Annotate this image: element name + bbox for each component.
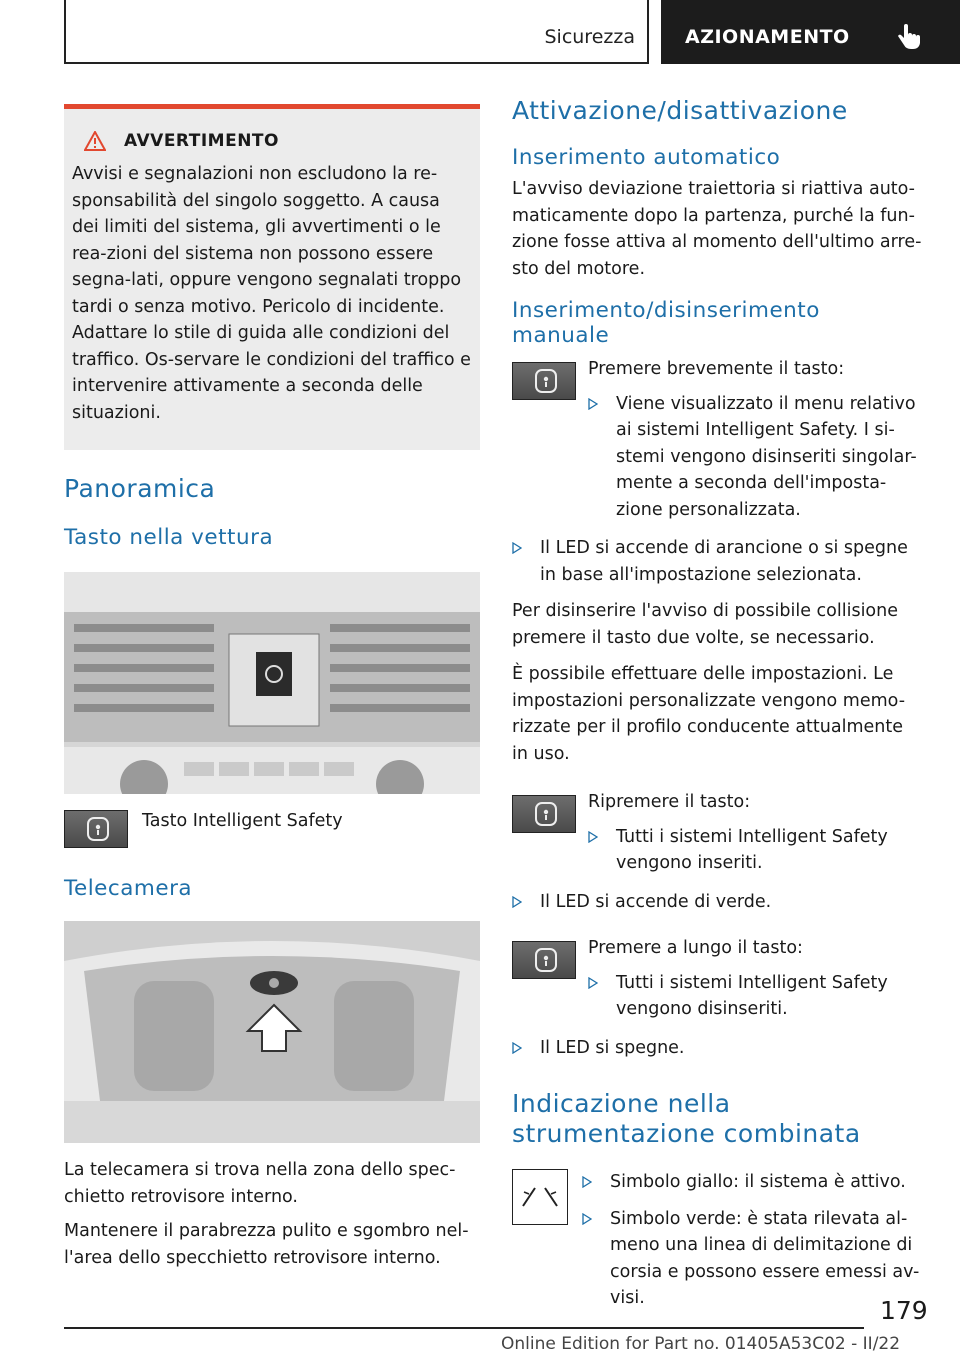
- list-item: [582, 1169, 924, 1196]
- list-item: [582, 1206, 924, 1312]
- warning-triangle-icon: [84, 131, 106, 151]
- press-again-row: [512, 789, 924, 877]
- press-long-bullet: Tutti i sistemi Intelligent Safety vengono disinseriti.: [616, 972, 888, 1019]
- camera-location-text: La telecamera si trova nella zona dello spec-chietto retrovisore interno.: [64, 1160, 456, 1207]
- heading-manual: Inserimento/disinserimento manuale: [512, 298, 820, 348]
- camera-clean-text: Mantenere il parabrezza pulito e sgombro nel-l'area dello specchietto retrovisore interno.: [64, 1221, 469, 1268]
- warning-title: AVVERTIMENTO: [124, 131, 279, 151]
- safety-button-icon: [512, 941, 576, 979]
- press-again-text: Ripremere il tasto:: [588, 792, 751, 812]
- safety-button-icon: [64, 810, 128, 848]
- warning-text: Avvisi e segnalazioni non escludono la re-sponsabilità del singolo soggetto. A causa dei limiti del sistema, gli avvertimenti o le rea-zioni del sistema non possono essere segna-lati, oppure vengono segnalati troppo tardi o senza motivo. Pericolo di incidente. Adattare lo stile di guida alle condizioni del traffico. Os-servare le condizioni del traffico e intervenire attivamente a seconda delle situazioni.: [72, 164, 471, 423]
- heading-auto: Inserimento automatico: [512, 145, 781, 170]
- symbol-green-bullet: Simbolo verde: è stata rilevata al-meno una linea di delimitazione di corsia e possono essere emessi av-visi.: [610, 1208, 920, 1308]
- led-off-bullet: Il LED si spegne.: [540, 1037, 685, 1058]
- warning-box: [64, 104, 480, 450]
- heading-overview: Panoramica: [64, 474, 216, 503]
- led-green-bullet: Il LED si accende di verde.: [540, 891, 772, 912]
- bullet-triangle-icon: [512, 896, 522, 908]
- page-number: 179: [880, 1296, 928, 1325]
- section-title: Sicurezza: [544, 26, 635, 48]
- bullet-triangle-icon: [588, 398, 598, 410]
- press-short-row: [512, 356, 924, 523]
- bullet-triangle-icon: [512, 1042, 522, 1054]
- chapter-title: AZIONAMENTO: [685, 26, 850, 48]
- section-tab: [64, 0, 649, 64]
- heading-display: Indicazione nella strumentazione combinata: [512, 1089, 861, 1148]
- display-row: [512, 1169, 924, 1312]
- bullet-triangle-icon: [582, 1176, 592, 1188]
- auto-text: L'avviso deviazione traiettoria si riattiva auto-maticamente dopo la partenza, purché la fun-zione fosse attiva al momento dell'ultimo arre-sto del motore.: [512, 179, 922, 279]
- safety-button-icon: [512, 362, 576, 400]
- disable-text: Per disinserire l'avviso di possibile collisione premere il tasto due volte, se necessario.: [512, 601, 898, 648]
- camera-photo: [64, 921, 480, 1143]
- bullet-triangle-icon: [582, 1213, 592, 1225]
- button-caption: Tasto Intelligent Safety: [142, 811, 343, 831]
- safety-button-icon: [512, 795, 576, 833]
- bullet-triangle-icon: [588, 831, 598, 843]
- press-again-bullet: Tutti i sistemi Intelligent Safety vengono inseriti.: [616, 826, 888, 873]
- dashboard-button-photo: [64, 572, 480, 794]
- page-header: [64, 0, 960, 64]
- chapter-tab: [661, 0, 960, 64]
- heading-button-in-car: Tasto nella vettura: [64, 525, 274, 550]
- press-short-bullet: Viene visualizzato il menu relativo ai sistemi Intelligent Safety. I si-stemi vengono disinseriti singolar-mente a seconda dell'imposta-zione personalizzata.: [616, 393, 917, 520]
- settings-text: È possibile effettuare delle impostazioni. Le impostazioni personalizzate vengono memo-rizzate per il profilo conducente attualmente in uso.: [512, 664, 906, 764]
- bullet-triangle-icon: [588, 977, 598, 989]
- list-item: [588, 391, 924, 524]
- press-long-text: Premere a lungo il tasto:: [588, 938, 803, 958]
- left-column: [64, 104, 480, 1271]
- edition-text: Online Edition for Part no. 01405A53C02 - II/22: [501, 1334, 901, 1354]
- led-orange-bullet: Il LED si accende di arancione o si spegne in base all'impostazione selezionata.: [540, 538, 908, 585]
- list-item: [512, 889, 924, 916]
- press-short-text: Premere brevemente il tasto:: [588, 359, 845, 379]
- button-caption-row: [64, 810, 480, 848]
- warning-heading: [72, 131, 472, 151]
- bullet-triangle-icon: [512, 542, 522, 554]
- lane-departure-icon: [512, 1169, 568, 1225]
- list-item: [588, 824, 924, 877]
- footer-divider: [64, 1327, 864, 1329]
- hand-pointer-icon: [897, 24, 921, 50]
- press-long-row: [512, 935, 924, 1023]
- heading-activation: Attivazione/disattivazione: [512, 96, 848, 125]
- heading-camera: Telecamera: [64, 876, 193, 901]
- right-column: [512, 96, 924, 1312]
- list-item: [512, 535, 924, 588]
- list-item: [512, 1035, 924, 1062]
- symbol-yellow-bullet: Simbolo giallo: il sistema è attivo.: [610, 1172, 906, 1192]
- list-item: [588, 970, 924, 1023]
